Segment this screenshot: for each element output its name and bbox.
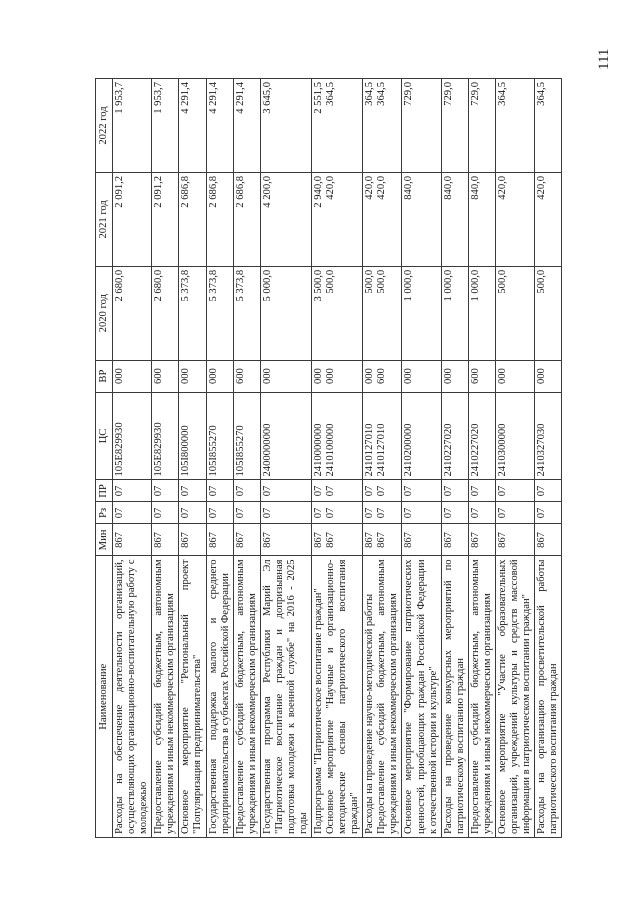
header-min: Мин — [96, 524, 113, 556]
row-name-line: Предоставление субсидий бюджетным, автономным учреждениям и иным некоммерческим организациям — [376, 559, 400, 834]
row-pr: 07 — [535, 480, 562, 502]
row-pr: 07 — [152, 480, 179, 502]
row-cs — [312, 392, 363, 480]
row-vr: 000 — [535, 360, 562, 392]
row-2021: 420,0 — [495, 172, 534, 266]
cell-value: 2410127010 — [376, 423, 388, 477]
cell-value: 07 — [313, 485, 324, 497]
row-min — [312, 524, 363, 556]
row-2022: 364,5 — [535, 79, 562, 173]
row-cs: 2410227020 — [468, 392, 495, 480]
cell-value: 2 940,0 — [313, 175, 324, 208]
row-name — [312, 556, 363, 838]
table-row — [535, 79, 562, 838]
row-cs: 2410227020 — [441, 392, 468, 480]
table-row — [402, 79, 441, 838]
table-row — [260, 79, 311, 838]
table-row — [363, 79, 402, 838]
row-cs: 105I855270 — [206, 392, 233, 480]
row-rz: 07 — [152, 502, 179, 524]
cell-value: 2410100000 — [325, 423, 337, 477]
row-vr — [363, 360, 402, 392]
cell-value: 07 — [376, 507, 388, 519]
row-vr: 600 — [152, 360, 179, 392]
row-rz: 07 — [206, 502, 233, 524]
table-row — [233, 79, 260, 838]
row-cs: 2400000000 — [260, 392, 311, 480]
row-2021: 2 686,8 — [206, 172, 233, 266]
cell-value: 500,0 — [325, 269, 337, 294]
table-row — [312, 79, 363, 838]
row-2022 — [312, 79, 363, 173]
row-rz — [312, 502, 363, 524]
row-cs: 105I855270 — [233, 392, 260, 480]
row-name: Предоставление субсидий бюджетным, автономным учреждениям и иным некоммерческим организациям — [152, 556, 179, 838]
row-rz — [363, 502, 402, 524]
row-min: 867 — [179, 524, 206, 556]
row-rz: 07 — [179, 502, 206, 524]
cell-value: 000 — [364, 368, 376, 385]
row-rz: 07 — [402, 502, 441, 524]
row-2020: 5 373,8 — [179, 266, 206, 360]
row-2020 — [312, 266, 363, 360]
cell-value: 364,5 — [364, 82, 376, 106]
row-vr — [312, 360, 363, 392]
row-2020: 1 000,0 — [441, 266, 468, 360]
row-2021: 840,0 — [441, 172, 468, 266]
row-2021: 2 091,2 — [152, 172, 179, 266]
row-vr: 000 — [441, 360, 468, 392]
table-row — [495, 79, 534, 838]
row-min: 867 — [441, 524, 468, 556]
header-cs: ЦС — [96, 392, 113, 480]
row-pr: 07 — [260, 480, 311, 502]
row-pr: 07 — [206, 480, 233, 502]
rotated-page — [95, 78, 627, 838]
row-2021: 840,0 — [402, 172, 441, 266]
row-rz: 07 — [233, 502, 260, 524]
table-row — [179, 79, 206, 838]
row-min: 867 — [206, 524, 233, 556]
cell-value: 600 — [376, 368, 388, 385]
row-2022: 4 291,4 — [206, 79, 233, 173]
row-name-line: Основное мероприятие "Научные и организационно-методические основы патриотического воспитания граждан" — [325, 559, 361, 834]
row-min: 867 — [152, 524, 179, 556]
row-2022: 4 291,4 — [233, 79, 260, 173]
cell-value: 000 — [325, 368, 337, 385]
row-vr: 600 — [233, 360, 260, 392]
row-rz: 07 — [260, 502, 311, 524]
row-min: 867 — [535, 524, 562, 556]
cell-value: 500,0 — [376, 269, 388, 294]
row-rz: 07 — [468, 502, 495, 524]
row-2020: 1 000,0 — [402, 266, 441, 360]
row-2020: 5 373,8 — [233, 266, 260, 360]
row-vr: 000 — [179, 360, 206, 392]
row-2020: 5 373,8 — [206, 266, 233, 360]
row-cs — [363, 392, 402, 480]
row-name: Основное мероприятие "Региональный проект "Популяризация предпринимательства" — [179, 556, 206, 838]
cell-value: 867 — [325, 532, 337, 548]
row-rz: 07 — [535, 502, 562, 524]
row-2020 — [363, 266, 402, 360]
row-pr: 07 — [179, 480, 206, 502]
cell-value: 07 — [325, 485, 337, 497]
row-name: Основное мероприятие "Участие образовательных организаций, учреждений культуры и средств массовой информации в патриотическом воспитании граждан" — [495, 556, 534, 838]
cell-value: 07 — [313, 507, 324, 519]
row-vr: 000 — [113, 360, 152, 392]
row-pr: 07 — [402, 480, 441, 502]
row-min: 867 — [260, 524, 311, 556]
header-2020: 2020 год — [96, 266, 113, 360]
row-2020: 500,0 — [535, 266, 562, 360]
row-2021: 840,0 — [468, 172, 495, 266]
table-header-row — [96, 79, 113, 838]
cell-value: 867 — [313, 532, 324, 548]
row-2020: 2 680,0 — [113, 266, 152, 360]
row-2022: 729,0 — [402, 79, 441, 173]
cell-value: 07 — [364, 485, 376, 497]
row-2022: 1 953,7 — [152, 79, 179, 173]
row-name: Государственная программа Республики Марий Эл "Патриотическое воспитание граждан и допризывная подготовка молодежи к военной службе" на 2016 - 2025 годы — [260, 556, 311, 838]
table-row — [152, 79, 179, 838]
table-row — [113, 79, 152, 838]
row-pr: 07 — [233, 480, 260, 502]
row-name: Основное мероприятие "Формирование патриотических ценностей, приобщающих граждан Российской Федерации к отечественной истории и культуре" — [402, 556, 441, 838]
cell-value: 364,5 — [376, 82, 388, 106]
cell-value: 420,0 — [364, 175, 376, 200]
page-number: 111 — [596, 48, 612, 70]
cell-value: 420,0 — [376, 175, 388, 200]
cell-value: 420,0 — [325, 175, 337, 200]
table-row — [441, 79, 468, 838]
budget-table — [95, 78, 562, 838]
row-cs: 105I800000 — [179, 392, 206, 480]
row-2022: 3 645,0 — [260, 79, 311, 173]
row-cs: 2410200000 — [402, 392, 441, 480]
row-2021: 2 686,8 — [179, 172, 206, 266]
cell-value: 2410000000 — [313, 423, 324, 477]
table-body — [113, 79, 562, 838]
row-vr: 600 — [468, 360, 495, 392]
row-2020: 1 000,0 — [468, 266, 495, 360]
header-vr: ВР — [96, 360, 113, 392]
row-2021 — [312, 172, 363, 266]
row-rz: 07 — [495, 502, 534, 524]
row-2022: 1 953,7 — [113, 79, 152, 173]
row-min: 867 — [402, 524, 441, 556]
row-2021: 4 200,0 — [260, 172, 311, 266]
row-pr: 07 — [495, 480, 534, 502]
cell-value: 2 551,5 — [313, 82, 324, 114]
row-2020: 5 000,0 — [260, 266, 311, 360]
row-min — [363, 524, 402, 556]
row-cs: 2410300000 — [495, 392, 534, 480]
row-name: Государственная поддержка малого и среднего предпринимательства в субъектах Российской Федерации — [206, 556, 233, 838]
header-pr: ПР — [96, 480, 113, 502]
row-2021: 2 686,8 — [233, 172, 260, 266]
cell-value: 07 — [376, 485, 388, 497]
cell-value: 07 — [325, 507, 337, 519]
row-name — [363, 556, 402, 838]
row-2020: 2 680,0 — [152, 266, 179, 360]
header-name: Наименование — [96, 556, 113, 838]
cell-value: 2410127010 — [364, 423, 376, 477]
row-2020: 500,0 — [495, 266, 534, 360]
row-2022: 729,0 — [468, 79, 495, 173]
row-name: Расходы на обеспечение деятельности организаций, осуществляющих организационно-воспитательную работу с молодежью — [113, 556, 152, 838]
row-rz: 07 — [113, 502, 152, 524]
row-2021 — [363, 172, 402, 266]
row-name: Расходы на организацию просветительской работы патриотического воспитания граждан — [535, 556, 562, 838]
header-2022: 2022 год — [96, 79, 113, 173]
table-row — [206, 79, 233, 838]
row-pr: 07 — [441, 480, 468, 502]
row-2021: 420,0 — [535, 172, 562, 266]
row-2022: 4 291,4 — [179, 79, 206, 173]
cell-value: 867 — [376, 532, 388, 548]
row-name: Предоставление субсидий бюджетным, автономным учреждениям и иным некоммерческим организациям — [233, 556, 260, 838]
row-cs: 105E829930 — [113, 392, 152, 480]
row-2022 — [363, 79, 402, 173]
row-pr: 07 — [468, 480, 495, 502]
row-min: 867 — [113, 524, 152, 556]
row-rz: 07 — [441, 502, 468, 524]
cell-value: 867 — [364, 532, 376, 548]
row-pr — [363, 480, 402, 502]
cell-value: 500,0 — [364, 269, 376, 294]
row-cs: 2410327030 — [535, 392, 562, 480]
row-vr: 000 — [402, 360, 441, 392]
row-min: 867 — [468, 524, 495, 556]
row-vr: 000 — [260, 360, 311, 392]
row-min: 867 — [495, 524, 534, 556]
row-pr — [312, 480, 363, 502]
cell-value: 000 — [313, 368, 324, 385]
row-vr: 000 — [206, 360, 233, 392]
header-2021: 2021 год — [96, 172, 113, 266]
row-2022: 729,0 — [441, 79, 468, 173]
row-2022: 364,5 — [495, 79, 534, 173]
header-rz: Рз — [96, 502, 113, 524]
row-name: Предоставление субсидий бюджетным, автономным учреждениям и иным некоммерческим организациям — [468, 556, 495, 838]
row-2021: 2 091,2 — [113, 172, 152, 266]
row-name: Расходы на проведение конкурсных мероприятий по патриотическому воспитанию граждан — [441, 556, 468, 838]
row-pr: 07 — [113, 480, 152, 502]
row-cs: 105E829930 — [152, 392, 179, 480]
cell-value: 07 — [364, 507, 376, 519]
row-name-line: Расходы на проведение научно-методической работы — [364, 593, 376, 834]
cell-value: 3 500,0 — [313, 269, 324, 302]
row-min: 867 — [233, 524, 260, 556]
table-row — [468, 79, 495, 838]
row-name-line: Подпрограмма "Патриотическое воспитание граждан" — [313, 588, 324, 834]
cell-value: 364,5 — [325, 82, 337, 106]
row-vr: 000 — [495, 360, 534, 392]
